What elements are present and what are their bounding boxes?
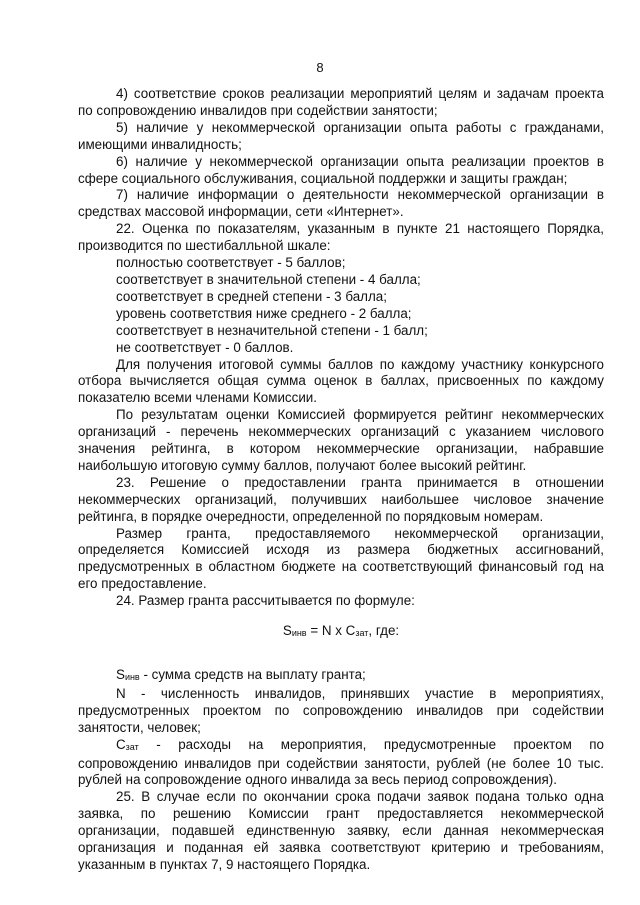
formula-tail: , где: bbox=[368, 623, 400, 639]
definition-n: N - численность инвалидов, принявших участие в мероприятиях, предусмотренных проектом по сопровождению инвалидов при содействии занятости, человек; bbox=[78, 685, 604, 735]
definition-s-text: - сумма средств на выплату гранта; bbox=[139, 667, 366, 682]
paragraph-total-score: Для получения итоговой суммы баллов по каждому участнику конкурсного отбора вычисляется общая сумма оценок в баллах, присвоенных по каждому показателю всеми членами Комиссии. bbox=[78, 356, 604, 406]
scale-item-4: соответствует в значительной степени - 4 балла; bbox=[116, 271, 421, 287]
formula-c-subscript: зат bbox=[355, 628, 369, 639]
document-body bbox=[78, 86, 604, 874]
formula-s-subscript: инв bbox=[291, 628, 307, 639]
definition-c-symbol: C bbox=[116, 736, 126, 752]
criteria-item-6: 6) наличие у некоммерческой организации опыта реализации проектов в сфере социального обслуживания, социальной поддержки и защиты граждан; bbox=[78, 153, 604, 186]
paragraph-rating: По результатам оценки Комиссией формируется рейтинг некоммерческих организаций - перечень некоммерческих организаций с указанием числового значения рейтинга, в котором некоммерческие организации, набравшие наибольшую итоговую сумму баллов, получают более высокий рейтинг. bbox=[78, 407, 604, 473]
formula-s-symbol: S bbox=[282, 623, 292, 639]
paragraph-grant-size: Размер гранта, предоставляемого некоммерческой организации, определяется Комиссией исходя из размера бюджетных ассигнований, предусмотренных в областном бюджете на соответствующий финансовый год на его предоставление. bbox=[78, 525, 604, 592]
formula-middle: = N x C bbox=[306, 623, 356, 639]
definition-c bbox=[78, 737, 604, 790]
definition-s-symbol: S bbox=[116, 667, 125, 682]
definition-s-subscript: инв bbox=[124, 672, 140, 682]
definition-c-text: - расходы на мероприятия, предусмотренные проектом по сопровождению инвалидов при содействии занятости, рублей (не более 10 тыс. рублей на сопровождение одного инвалида за весь период сопровождения). bbox=[78, 736, 604, 788]
paragraph-24: 24. Размер гранта рассчитывается по формуле: bbox=[116, 593, 415, 609]
scale-item-3: соответствует в средней степени - 3 балла; bbox=[116, 288, 387, 304]
criteria-item-5: 5) наличие у некоммерческой организации опыта работы с гражданами, имеющими инвалидность; bbox=[78, 119, 604, 152]
page-number: 8 bbox=[316, 60, 324, 75]
paragraph-22: 22. Оценка по показателям, указанным в пункте 21 настоящего Порядка, производится по шестибалльной шкале: bbox=[78, 221, 604, 254]
definition-c-subscript: зат bbox=[125, 741, 139, 752]
scale-item-1: соответствует в незначительной степени - 1 балл; bbox=[116, 322, 428, 338]
scale-item-5: полностью соответствует - 5 баллов; bbox=[116, 255, 346, 271]
scale-item-0: не соответствует - 0 баллов. bbox=[116, 339, 294, 355]
definition-s bbox=[78, 667, 604, 686]
criteria-item-7: 7) наличие информации о деятельности некоммерческой организации в средствах массовой информации, сети «Интернет». bbox=[78, 187, 604, 220]
paragraph-23: 23. Решение о предоставлении гранта принимается в отношении некоммерческих организаций, получивших наибольшее числовое значение рейтинга, в порядке очередности, определенной по порядковым номерам. bbox=[78, 474, 604, 524]
scale-item-2: уровень соответствия ниже среднего - 2 балла; bbox=[116, 305, 412, 321]
grant-formula bbox=[78, 623, 604, 642]
criteria-item-4: 4) соответствие сроков реализации мероприятий целям и задачам проекта по сопровождению инвалидов при содействии занятости; bbox=[78, 86, 604, 118]
paragraph-25: 25. В случае если по окончании срока подачи заявок подана только одна заявка, по решению Комиссии грант предоставляется некоммерческой организации, подавшей единственную заявку, если данная некоммерческая организация и поданная ей заявка соответствуют критерию и требованиям, указанным в пунктах 7, 9 настоящего Порядка. bbox=[78, 789, 604, 872]
